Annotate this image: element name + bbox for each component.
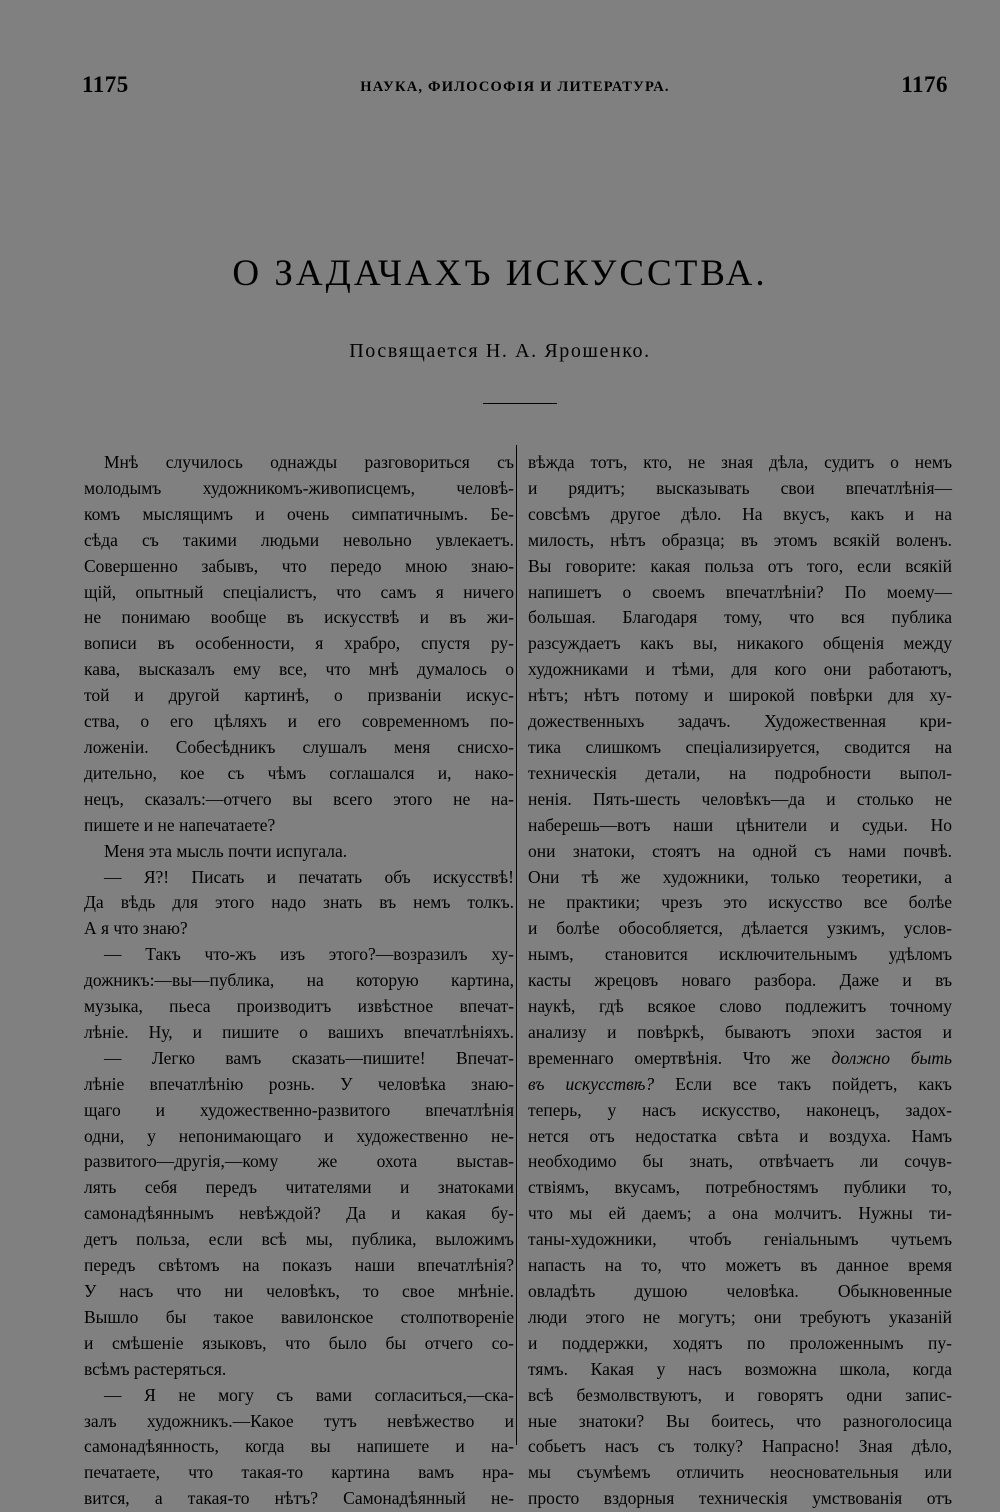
text-line: и поддержки, ходятъ по проложеннымъ пу- — [528, 1332, 952, 1353]
text-line: щаго и художественно-развитого впечатлѣнія — [84, 1099, 514, 1120]
paragraph-cont — [528, 450, 952, 1512]
text-line: Вышло бы такое вавилонское столпотвореніе — [84, 1306, 514, 1327]
text-line: наукѣ, гдѣ всякое слово подлежитъ точному — [528, 996, 952, 1017]
italic-phrase-cont: въ искусствѣ? — [528, 1073, 655, 1094]
text-line: и рядитъ; высказывать свои впечатлѣнія— — [528, 477, 952, 498]
text-line: ства, о его цѣляхъ и его современномъ по- — [84, 711, 514, 732]
text-line: нецъ, сказалъ:—отчего вы всего этого не на- — [84, 788, 514, 809]
text-line: А я что знаю? — [84, 918, 188, 939]
text-line: собьетъ насъ съ толку? Напрасно! Зная дѣло, — [528, 1436, 952, 1457]
text-line: что мы ей даемъ; а она молчитъ. Нужны ти- — [528, 1203, 952, 1224]
text-line: и смѣшеніе языковъ, что было бы отчего со- — [84, 1332, 514, 1353]
text-line: вится, а такая-то нѣтъ? Самонадѣянный не- — [84, 1488, 514, 1509]
text-line: тямъ. Какая у насъ возможна школа, когда — [528, 1358, 952, 1379]
text-line: тика слишкомъ спеціализируется, сводится на — [528, 736, 952, 757]
paragraph-cont — [84, 1072, 514, 1383]
text-line: люди этого не могутъ; они требуютъ указаній — [528, 1306, 952, 1327]
right-column — [528, 450, 952, 1512]
text-line: залъ художникъ.—Какое тутъ невѣжество и — [84, 1410, 514, 1431]
text-line-with-italic — [528, 1072, 952, 1098]
text-line: самонадѣяннымъ невѣждой? Да и какая бу- — [84, 1203, 514, 1224]
text-line: анализу и повѣркѣ, бываютъ эпохи застоя и — [528, 1021, 952, 1042]
text-line: — Я не могу съ вами согласиться,—ска- — [104, 1384, 514, 1405]
paragraph-cont — [84, 476, 514, 839]
text-line: напасть на то, что можетъ въ данное время — [528, 1255, 952, 1276]
text-line: и болѣе обособляется, дѣлается узкимъ, услов- — [528, 918, 952, 939]
text-line: пишете и не напечатаете? — [84, 814, 276, 835]
text-line: щій, опытный спеціалистъ, что самъ я ничего — [84, 581, 514, 602]
dedication — [0, 340, 1000, 363]
text-line: необходимо бы знать, отвѣчаетъ ли сочув- — [528, 1151, 952, 1172]
text-line: милость, нѣтъ образца; въ этомъ всякій воленъ. — [528, 529, 952, 550]
text-line: Вы говорите: какая польза отъ того, если всякій — [528, 555, 952, 576]
text-line: — Я?! Писать и печатать объ искусствѣ! — [104, 866, 514, 887]
text-fragment: Если все такъ пойдетъ, какъ — [675, 1073, 952, 1094]
paragraph-cont — [84, 1409, 514, 1512]
text-line: молодымъ художникомъ-живописцемъ, человѣ- — [84, 477, 514, 498]
text-line: не практики; чрезъ это искусство все болѣе — [528, 892, 952, 913]
text-line: передъ свѣтомъ на показъ наши впечатлѣнія? — [84, 1255, 514, 1276]
text-line: развитого—другія,—кому же охота выстав- — [84, 1151, 514, 1172]
page-number-left: 1175 — [82, 72, 129, 97]
text-line: лѣніе впечатлѣнію рознь. У человѣка знаю- — [84, 1073, 514, 1094]
dedication-prefix: Посвящается — [349, 340, 480, 362]
text-line: дожникъ:—вы—публика, на которую картина, — [84, 970, 514, 991]
text-line: Они тѣ же художники, только теоретики, а — [528, 866, 952, 887]
text-line: они знатоки, стоятъ на одной съ нами почвѣ. — [528, 840, 952, 861]
left-column — [84, 450, 514, 1512]
paragraph — [84, 1046, 514, 1072]
text-line: Совершенно забывъ, что передо мною знаю- — [84, 555, 514, 576]
paragraph — [84, 1383, 514, 1409]
paragraph — [84, 942, 514, 968]
text-line: вѣжда тотъ, кто, не зная дѣла, судитъ о немъ — [528, 452, 952, 472]
italic-phrase: должно быть — [831, 1047, 953, 1068]
text-line: большая. Благодаря тому, что вся публика — [528, 607, 952, 628]
text-line: ложеніи. Собесѣдникъ слушалъ меня снисхо- — [84, 736, 514, 757]
text-line: совсѣмъ другое дѣло. На вкусъ, какъ и на — [528, 503, 952, 524]
text-line: музыка, пьеса производитъ извѣстное впечат- — [84, 996, 514, 1017]
text-line: самонадѣянность, когда вы напишете и на- — [84, 1436, 514, 1457]
text-line: Мнѣ случилось однажды разговориться съ — [104, 452, 514, 472]
text-line: просто вздорныя техническія умствованія отъ — [528, 1488, 952, 1509]
text-line: ные знатоки? Вы боитесь, что разноголосица — [528, 1410, 952, 1431]
title-rule — [483, 403, 557, 404]
journal-title: НАУКА, ФИЛОСОФІЯ И ЛИТЕРАТУРА. — [360, 79, 670, 95]
text-line: теперь, у насъ искусство, наконецъ, задох- — [528, 1099, 952, 1120]
text-line: дительно, кое съ чѣмъ соглашался и, нако- — [84, 762, 514, 783]
paragraph — [84, 839, 514, 865]
text-line: Меня эта мысль почти испугала. — [104, 840, 348, 861]
text-line: сѣда съ такими людьми невольно увлекаетъ. — [84, 529, 514, 550]
text-line-with-italic — [528, 1046, 952, 1072]
text-line: детъ польза, если всѣ мы, публика, выложимъ — [84, 1229, 514, 1250]
text-line: всѣ безмолвствуютъ, и говорятъ одни запис- — [528, 1384, 952, 1405]
text-line: напишетъ о своемъ впечатлѣніи? По моему— — [528, 581, 952, 602]
text-line: нется отъ недостатка свѣта и воздуха. Намъ — [528, 1125, 952, 1146]
text-line: вописи въ особенности, я храбро, спустя ру- — [84, 633, 514, 654]
text-line: — Легко вамъ сказать—пишите! Впечат- — [104, 1047, 514, 1068]
text-line: дожественныхъ задачъ. Художественная кри- — [528, 711, 952, 732]
text-line: — Такъ что-жъ изъ этого?—возразилъ ху- — [104, 944, 514, 965]
text-line: нѣтъ; нѣтъ потому и широкой повѣрки для ху- — [528, 685, 952, 706]
text-line: той и другой картинѣ, о призваніи искус- — [84, 685, 514, 706]
text-line: наберешь—вотъ наши цѣнители и судьи. Но — [528, 814, 952, 835]
text-line: мы съумѣемъ отличить неосновательныя или — [528, 1462, 952, 1483]
text-line: Да вѣдь для этого надо знать въ немъ толкъ. — [84, 892, 514, 913]
text-line: печатаете, что такая-то картина вамъ нра- — [84, 1462, 514, 1483]
text-line: касты жрецовъ новаго разбора. Даже и въ — [528, 970, 952, 991]
article-title: О ЗАДАЧАХЪ ИСКУССТВА. — [232, 253, 768, 294]
paragraph-cont — [84, 968, 514, 1046]
text-line: лять себя передъ читателями и знатоками — [84, 1177, 514, 1198]
dedication-name: Н. А. Ярошенко. — [485, 340, 651, 362]
text-line: одни, у непонимающаго и художественно не- — [84, 1125, 514, 1146]
text-line: комъ мыслящимъ и очень симпатичнымъ. Бе- — [84, 503, 514, 524]
page-number-right: 1176 — [901, 72, 948, 97]
text-line: всѣмъ растеряться. — [84, 1358, 227, 1379]
column-divider — [516, 445, 517, 1445]
text-line: техническія детали, на подробности выпол- — [528, 762, 952, 783]
text-line: нымъ, становится исключительнымъ удѣломъ — [528, 944, 952, 965]
text-fragment: временнаго омертвѣнія. Что же — [528, 1047, 811, 1068]
paragraph — [84, 450, 514, 476]
text-line: таны-художники, чтобъ геніальнымъ чутьемъ — [528, 1229, 952, 1250]
text-line: лѣніе. Ну, и пишите о вашихъ впечатлѣніяхъ. — [84, 1021, 514, 1042]
text-line: У насъ что ни человѣкъ, то свое мнѣніе. — [84, 1281, 514, 1301]
text-line: ствіямъ, вкусамъ, потребностямъ публики то, — [528, 1177, 952, 1198]
text-line: овладѣть душою человѣка. Обыкновенные — [528, 1281, 952, 1301]
text-line: разсуждаетъ какъ вы, никакого общенія между — [528, 633, 952, 654]
paragraph — [84, 865, 514, 891]
text-line: ненія. Пять-шесть человѣкъ—да и столько не — [528, 788, 952, 809]
text-line: художниками и тѣми, для кого они работаютъ, — [528, 659, 952, 680]
text-line: кава, высказалъ ему все, что мнѣ думалось о — [84, 659, 514, 680]
text-line: не понимаю вообще въ искусствѣ и въ жи- — [84, 607, 514, 628]
running-head — [82, 72, 948, 102]
paragraph-cont — [84, 890, 514, 942]
